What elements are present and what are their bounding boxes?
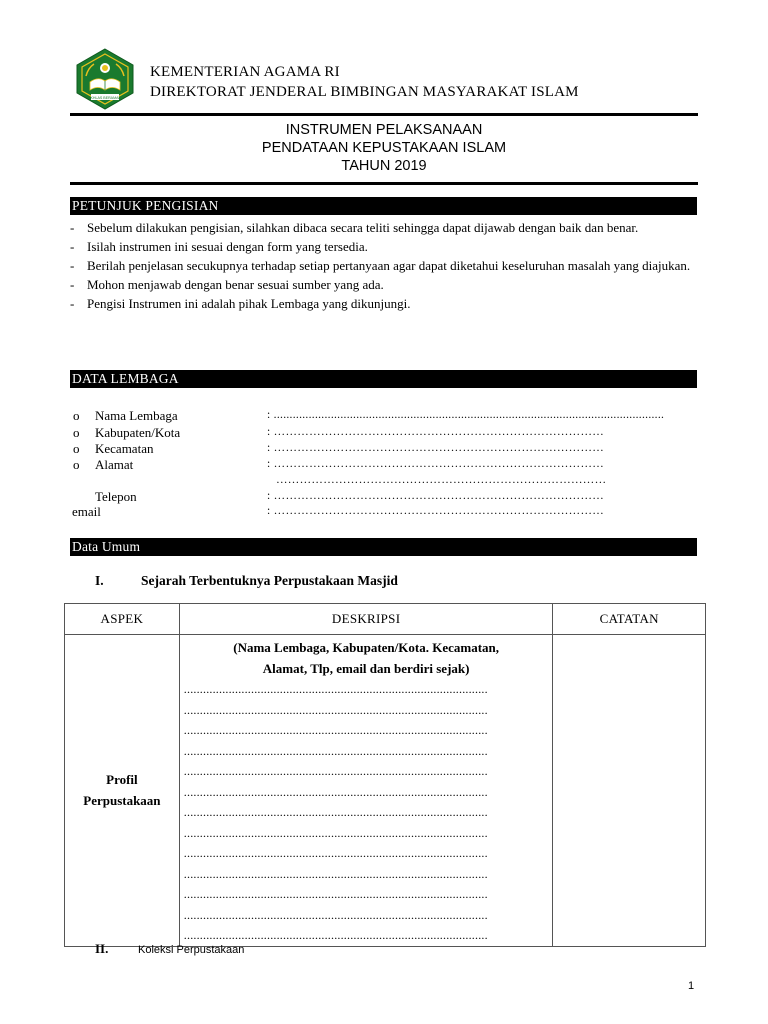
logo-motto: IKHLAS BERAMAL [89, 96, 121, 100]
table-header-row [65, 604, 706, 635]
field-kabupaten[interactable]: : ………………………………………………………………………… [267, 426, 605, 438]
data-lembaga-heading: DATA LEMBAGA [70, 370, 697, 388]
instruction-item: - Pengisi Instrumen ini adalah pihak Lembaga yang dikunjungi. [70, 296, 411, 311]
instruction-list [70, 218, 698, 313]
column-header-deskripsi: DESKRIPSI [179, 604, 553, 635]
field-label-nama-lembaga: Nama Lembaga [95, 408, 178, 423]
instruction-item: - Sebelum dilakukan pengisian, silahkan dibaca secara teliti sehingga dapat dijawab dengan baik dan benar. [70, 220, 639, 235]
field-label-alamat: Alamat [95, 457, 134, 472]
deskripsi-cell[interactable] [179, 635, 553, 947]
dot-line: ............................................................................................... [183, 825, 488, 840]
dot-line: ............................................................................................... [183, 928, 488, 942]
deskripsi-dot-lines [180, 679, 553, 946]
org-name-line1: KEMENTERIAN AGAMA RI [150, 64, 340, 80]
header-rule [70, 113, 698, 116]
section-2-number: II. [95, 941, 109, 956]
kemenag-logo [76, 48, 134, 110]
dot-line: ............................................................................................... [183, 784, 488, 799]
dot-line: ............................................................................................... [183, 805, 488, 819]
column-header-aspek: ASPEK [65, 604, 180, 635]
field-alamat[interactable]: : ………………………………………………………………………… [267, 458, 605, 470]
instruction-item: - Berilah penjelasan secukupnya terhadap setiap pertanyaan agar dapat diketahui keseluruhan masalah yang diajukan. [70, 258, 691, 273]
instruction-item: - Mohon menjawab dengan benar sesuai sumber yang ada. [70, 277, 384, 292]
data-umum-heading: Data Umum [70, 538, 697, 556]
section-1-number: I. [95, 573, 104, 588]
section-2-title: Koleksi Perpustakaan [138, 944, 245, 956]
catatan-cell[interactable] [553, 635, 706, 947]
instruction-item: - Isilah instrumen ini sesuai dengan form yang tersedia. [70, 239, 368, 254]
document-title-line3: TAHUN 2019 [341, 158, 427, 174]
petunjuk-heading: PETUNJUK PENGISIAN [70, 197, 697, 215]
field-label-email: email [72, 504, 101, 519]
section-1-heading [95, 573, 398, 589]
aspek-label-line1: Profil [106, 772, 138, 788]
dot-line: ............................................................................................... [183, 907, 488, 922]
field-alamat-line2[interactable]: ………………………………………………………………………… [276, 474, 607, 486]
field-nama-lembaga[interactable]: : ........................................................................................................................... [267, 409, 665, 421]
field-label-kecamatan: Kecamatan [95, 441, 154, 456]
dot-line: ............................................................................................... [183, 764, 488, 778]
field-label-telepon: Telepon [95, 489, 137, 504]
table-row [65, 635, 706, 947]
dot-line: ............................................................................................... [183, 743, 488, 758]
page-number: 1 [688, 980, 695, 992]
org-name-line2: DIREKTORAT JENDERAL BIMBINGAN MASYARAKAT ISLAM [150, 84, 579, 100]
dot-line: ............................................................................................... [183, 866, 488, 881]
deskripsi-hint: (Nama Lembaga, Kabupaten/Kota. Kecamatan, Alamat, Tlp, email dan berdiri sejak) [233, 640, 500, 676]
bullet-icon: o [73, 457, 80, 472]
dot-line: ............................................................................................... [183, 846, 488, 860]
dot-line: ............................................................................................... [183, 682, 488, 696]
bullet-icon: o [73, 441, 80, 456]
section-2-heading [95, 941, 244, 957]
column-header-catatan: CATATAN [553, 604, 706, 635]
aspek-cell [65, 635, 180, 947]
section-1-title: Sejarah Terbentuknya Perpustakaan Masjid [141, 573, 398, 588]
bullet-icon: o [73, 408, 80, 423]
field-telepon[interactable]: : ………………………………………………………………………… [267, 490, 605, 502]
document-title-line1: INSTRUMEN PELAKSANAAN [285, 122, 483, 138]
document-title-line2: PENDATAAN KEPUSTAKAAN ISLAM [261, 140, 507, 156]
dot-line: ............................................................................................... [183, 702, 488, 717]
aspek-label-line2: Perpustakaan [83, 793, 161, 809]
title-rule [70, 182, 698, 185]
bullet-icon: o [73, 425, 80, 440]
field-email[interactable]: : ………………………………………………………………………… [267, 505, 605, 517]
profil-table [64, 603, 706, 947]
dot-line: ............................................................................................... [183, 723, 488, 737]
field-label-kabupaten: Kabupaten/Kota [95, 425, 181, 440]
field-kecamatan[interactable]: : ………………………………………………………………………… [267, 442, 605, 454]
dot-line: ............................................................................................... [183, 887, 488, 901]
